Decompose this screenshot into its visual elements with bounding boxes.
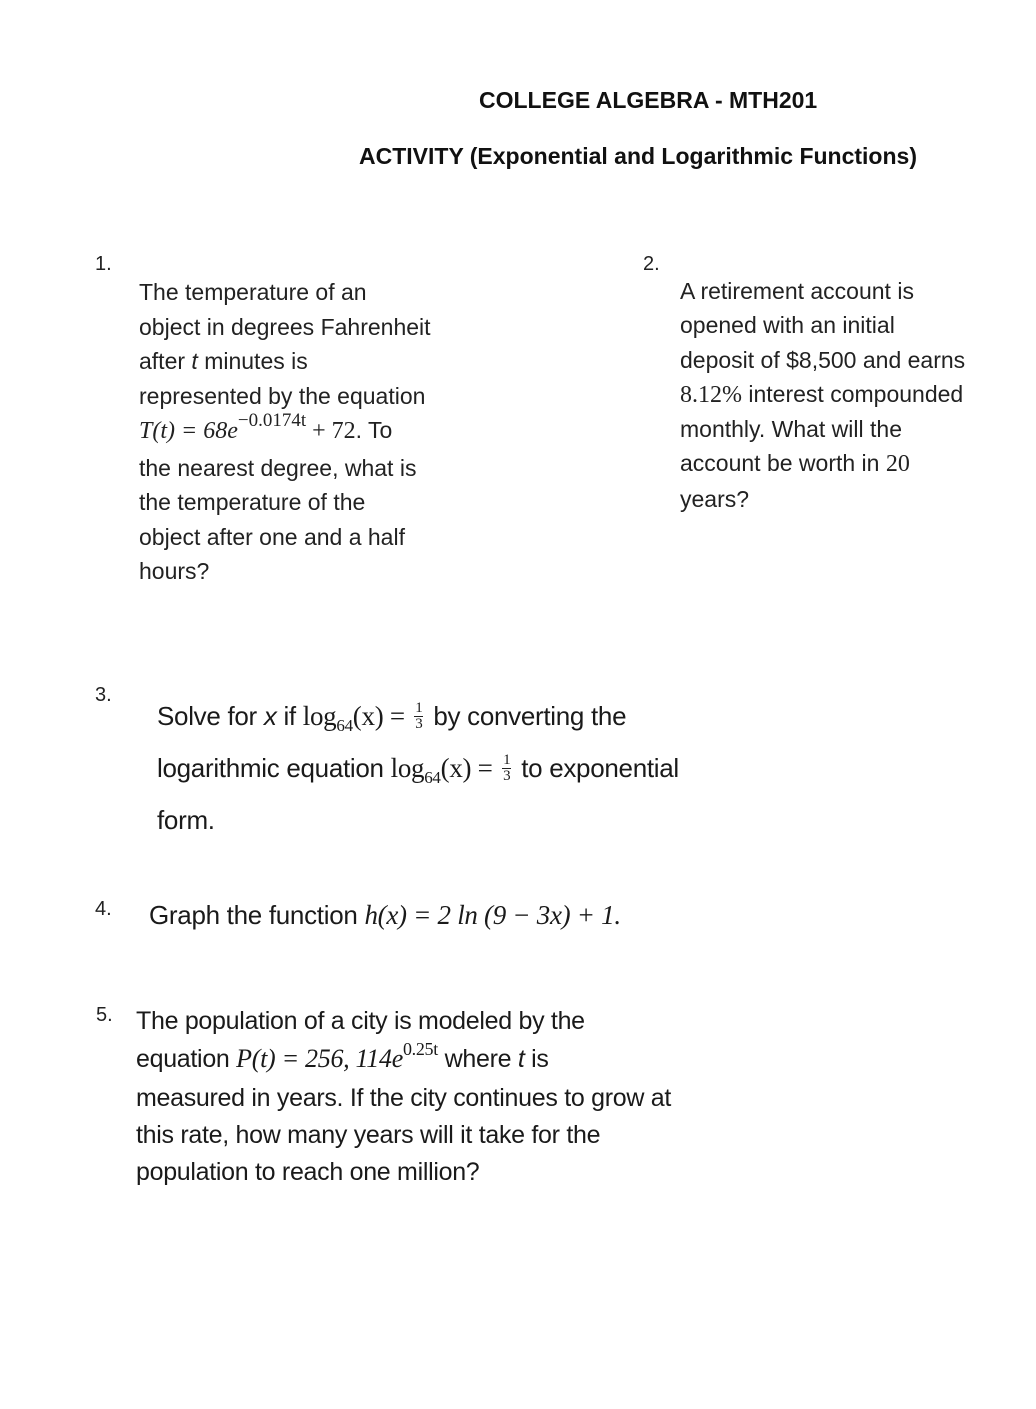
text-line: object after one and a half [139, 523, 405, 550]
text-line: The population of a city is modeled by the [136, 1007, 585, 1035]
question-number: 3. [95, 684, 112, 706]
text-line: The temperature of an [139, 279, 367, 305]
question-number: 4. [95, 898, 112, 920]
text-line: deposit of $8,500 and earns [680, 346, 966, 373]
text-line: equation P(t) = 256, $114e^{0.25t}$ where t is [136, 1039, 549, 1073]
question-text: Graph the function h(x) = 2 ln (9 − 3x) + 1. [149, 900, 621, 930]
text-line: logarithmic equation $\log_{64}(x)$ = $\frac{1}{3}$ to exponential [157, 751, 679, 787]
text-line: Solve for x if $\log_{64}(x)$ = $\frac{1}{3}$ by converting the [157, 699, 627, 735]
exponent: −0.0174t [237, 410, 307, 431]
question-number: 1. [95, 253, 112, 275]
question-text [157, 692, 837, 844]
text-line: the nearest degree, what is [139, 454, 417, 481]
text-line: measured in years. If the city continues to grow at [136, 1084, 671, 1112]
text-line: opened with an initial [680, 312, 895, 339]
text-line: the temperature of the [139, 489, 366, 515]
text-line: population to reach one million? [136, 1158, 480, 1186]
text-line: years? [680, 485, 750, 512]
text-line: object in degrees Fahrenheit [139, 313, 431, 340]
fraction-one-third: $\frac{1}{3}$ [415, 699, 423, 732]
equation: P(t) = 256, 114e [236, 1044, 403, 1073]
course-title: COLLEGE ALGEBRA - MTH201 [479, 87, 818, 113]
text-line: 8.12% interest compounded [680, 380, 964, 408]
question-text [136, 1003, 776, 1191]
text-line: account be worth in 20 [680, 450, 910, 478]
activity-title: ACTIVITY (Exponential and Logarithmic Functions) [359, 143, 917, 169]
text-line: A retirement account is [680, 278, 914, 304]
text-line: hours? [139, 558, 210, 584]
text-line: this rate, how many years will it take for the [136, 1121, 601, 1149]
question-number: 5. [96, 1004, 113, 1026]
text-line: form. [157, 805, 215, 835]
equation-line: $T(t) = 68e^{-0.0174t} + 72$. To [139, 410, 393, 444]
equation: T(t) = 68e [139, 418, 238, 444]
exponent: 0.25t [402, 1039, 438, 1059]
fraction-one-third: $\frac{1}{3}$ [503, 751, 511, 784]
question-number: 2. [643, 253, 660, 275]
question-text [680, 274, 1030, 516]
question-text [139, 275, 519, 589]
text-line: represented by the equation [139, 382, 426, 409]
text-line: after t minutes is [139, 348, 308, 374]
equation: h(x) = 2 ln (9 − 3x) + 1. [364, 900, 621, 930]
text-line: monthly. What will the [680, 416, 902, 443]
